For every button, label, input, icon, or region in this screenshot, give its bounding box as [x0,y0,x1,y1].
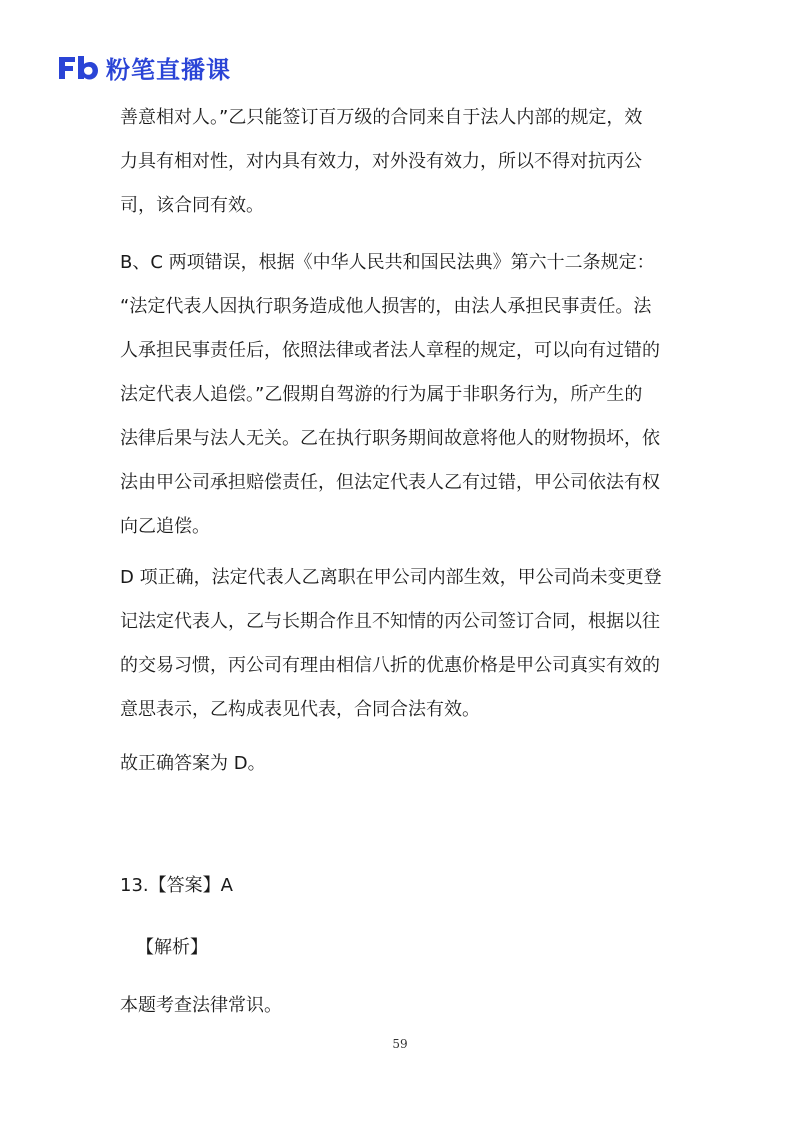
text-line: “法定代表人因执行职务造成他人损害的，由法人承担民事责任。法 [120,296,652,317]
text-line: 意思表示，乙构成表见代表，合同合法有效。 [120,699,480,720]
text-line: 向乙追偿。 [120,516,210,537]
text-line: B、C 两项错误，根据《中华人民共和国民法典》第六十二条规定： [120,252,655,273]
text-line: 记法定代表人，乙与长期合作且不知情的丙公司签订合同，根据以往 [120,611,660,632]
text-line: 法定代表人追偿。”乙假期自驾游的行为属于非职务行为，所产生的 [120,384,643,405]
page-header [56,50,231,85]
text-line: 司，该合同有效。 [120,195,264,216]
answer-conclusion: 故正确答案为 D。 [120,753,266,774]
text-line: 的交易习惯，丙公司有理由相信八折的优惠价格是甲公司真实有效的 [120,655,660,676]
brand-name: 粉笔直播课 [106,56,231,84]
answer-heading: 13.【答案】A [120,875,233,896]
text-line: 法由甲公司承担赔偿责任，但法定代表人乙有过错，甲公司依法有权 [120,472,660,493]
fb-logo-icon [56,54,100,82]
text-line: 善意相对人。”乙只能签订百万级的合同来自于法人内部的规定，效 [120,107,643,128]
page-number: 59 [392,1037,408,1051]
text-line: 人承担民事责任后，依照法律或者法人章程的规定，可以向有过错的 [120,340,660,361]
text-line: 本题考查法律常识。 [120,995,282,1016]
text-line: 力具有相对性，对内具有效力，对外没有效力，所以不得对抗丙公 [120,151,642,172]
text-line: D 项正确，法定代表人乙离职在甲公司内部生效，甲公司尚未变更登 [120,567,662,588]
text-line: 法律后果与法人无关。乙在执行职务期间故意将他人的财物损坏，依 [120,428,660,449]
analysis-heading: 【解析】 [136,937,208,958]
